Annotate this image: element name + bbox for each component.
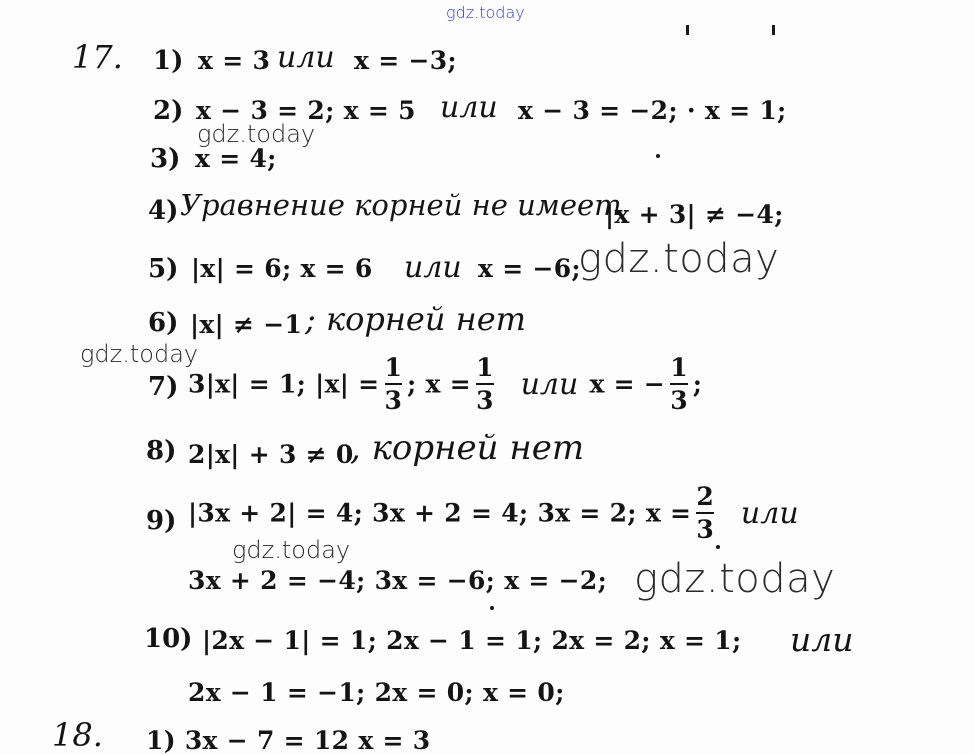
item-label: 7) (148, 372, 179, 402)
item-expression: |x| ≠ −1 (190, 310, 303, 339)
watermark: gdz.today (578, 236, 780, 282)
item-label: 5) (148, 254, 179, 284)
item-handwritten: или (404, 250, 462, 285)
ink-mark (686, 25, 689, 35)
fraction-bar (696, 512, 713, 514)
item-expression: |x + 3| ≠ −4; (605, 200, 784, 229)
watermark: gdz.today (197, 120, 316, 148)
fraction (670, 355, 687, 413)
fraction-bar (476, 383, 493, 385)
item-expression-line2: 2x − 1 = −1; 2x = 0; x = 0; (188, 678, 565, 707)
item-handwritten: или (740, 495, 799, 531)
item-expression: x − 3 = −2; · x = 1; (518, 96, 787, 125)
item-expression: x = −6; (478, 254, 581, 283)
item-expression: x = −3; (354, 46, 457, 75)
watermark: gdz.today (232, 536, 351, 564)
item-expression: |x| = 6; x = 6 (191, 254, 373, 283)
problem-number-18: 18. (52, 716, 103, 754)
item-expression: |2x − 1| = 1; 2x − 1 = 1; 2x = 2; x = 1; (202, 626, 742, 655)
item-expression: 3|x| = 1; |x| = (188, 369, 380, 399)
item-expression: |3x + 2| = 4; 3x + 2 = 4; 3x = 2; x = (188, 498, 692, 528)
item-label: 3) (150, 144, 181, 174)
ink-dot (656, 154, 660, 158)
fraction-numerator: 2 (696, 482, 714, 511)
fraction-numerator: 1 (384, 353, 402, 382)
item-label: 6) (148, 308, 179, 338)
fraction-denominator: 3 (476, 386, 494, 415)
item-label: 8) (146, 436, 177, 466)
fraction-denominator: 3 (384, 386, 402, 415)
fraction (385, 355, 402, 413)
item-handwritten: Уравнение корней не имеет (180, 188, 622, 222)
item-handwritten: , корней нет (350, 428, 585, 468)
item-expression: x = − (589, 369, 666, 399)
fraction-denominator: 3 (696, 515, 714, 544)
item-expression: 1) 3x − 7 = 12 x = 3 (146, 726, 431, 755)
item-handwritten: или (790, 620, 854, 659)
ink-mark (772, 25, 775, 35)
fraction (696, 484, 713, 542)
item-label: 2) (153, 96, 184, 126)
item-9-row (188, 484, 799, 542)
watermark: gdz.today (80, 340, 199, 368)
item-label: 4) (148, 196, 179, 226)
item-7-row (188, 355, 702, 413)
item-label: 1) (153, 46, 184, 76)
problem-number-17: 17. (72, 38, 123, 76)
item-expression: ; x = (407, 369, 472, 399)
watermark-top: gdz.today (446, 3, 525, 22)
fraction-bar (670, 383, 687, 385)
fraction-numerator: 1 (670, 353, 688, 382)
fraction-numerator: 1 (476, 353, 494, 382)
item-handwritten: ; корней нет (305, 300, 526, 338)
item-handwritten: или (277, 40, 335, 75)
item-expression: x = 4; (195, 144, 277, 173)
item-expression: ; (692, 369, 703, 399)
item-label: 9) (146, 506, 177, 536)
fraction-denominator: 3 (670, 386, 688, 415)
fraction (476, 355, 493, 413)
item-handwritten: или (440, 90, 498, 125)
item-handwritten: или (520, 366, 579, 402)
item-expression: x − 3 = 2; x = 5 (196, 96, 416, 125)
ink-dot (490, 606, 494, 610)
ink-dot (716, 545, 720, 549)
item-label: 10) (144, 624, 193, 654)
item-expression: x = 3 (198, 46, 271, 75)
item-expression: 2|x| + 3 ≠ 0 (188, 440, 354, 469)
watermark: gdz.today (634, 556, 836, 602)
fraction-bar (385, 383, 402, 385)
item-expression-line2: 3x + 2 = −4; 3x = −6; x = −2; (188, 566, 608, 595)
